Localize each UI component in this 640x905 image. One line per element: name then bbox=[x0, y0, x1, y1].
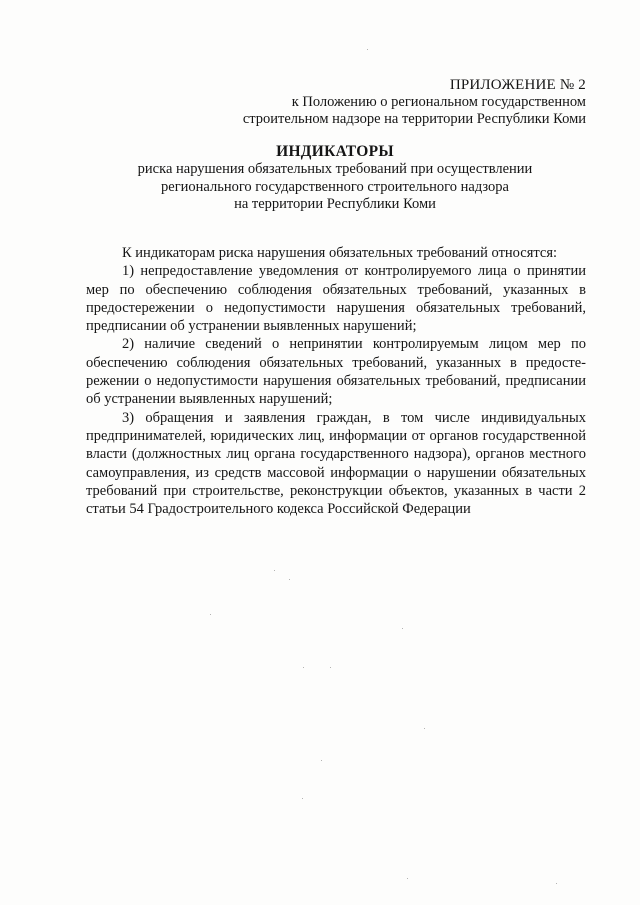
scan-speck bbox=[556, 883, 557, 884]
indicator-item-3: 3) обращения и заявления граждан, в том числе индивидуальных предпринимателей, юридических лиц, информации от органов государственной власти (должностных лиц органа государственного надзора), органов местного самоуправления, из средств массовой информации о нарушении обязательных требований при строительстве, реконструкции объектов, указанных в части 2 статьи 54 Градостроительного кодекса Российской Федерации bbox=[86, 409, 586, 518]
document-body bbox=[86, 244, 586, 518]
scan-speck bbox=[210, 614, 211, 615]
document-subtitle-line-1: риска нарушения обязательных требований при осуществлении bbox=[137, 161, 533, 177]
document-title-block bbox=[80, 142, 590, 214]
appendix-title: ПРИЛОЖЕНИЕ № 2 bbox=[449, 77, 586, 93]
intro-paragraph: К индикаторам риска нарушения обязательных требований относятся: bbox=[122, 245, 558, 261]
appendix-header bbox=[200, 77, 586, 128]
indicator-item-1: 1) непредоставление уведомления от контролируемого лица о принятии мер по обеспечению соблюдения обязательных требований, указанных в предостережении о недопустимости нарушения обязательных требований, предписании об устранении выявленных нарушений; bbox=[86, 263, 586, 335]
document-subtitle-line-2: регионального государственного строительного надзора bbox=[161, 178, 509, 195]
scan-speck bbox=[321, 760, 322, 761]
scan-speck bbox=[367, 49, 368, 50]
scan-speck bbox=[330, 667, 331, 668]
scan-speck bbox=[302, 798, 303, 799]
indicator-item-2: 2) наличие сведений о непринятии контролируемым лицом мер по обеспечению соблюдения обязательных требований, указанных в предостережении о недопустимости нарушения обязательных требований, предписании об устранении выявленных нарушений; bbox=[86, 336, 586, 408]
scan-speck bbox=[274, 570, 275, 571]
scan-speck bbox=[289, 579, 290, 580]
scan-speck bbox=[424, 728, 425, 729]
scan-speck bbox=[303, 667, 304, 668]
scan-speck bbox=[407, 878, 408, 879]
document-title: ИНДИКАТОРЫ bbox=[276, 143, 394, 160]
appendix-reference-line-2: строительном надзоре на территории Республики Коми bbox=[242, 111, 586, 127]
scan-speck bbox=[402, 628, 403, 629]
document-subtitle-line-3: на территории Республики Коми bbox=[234, 196, 436, 212]
appendix-reference-line-1: к Положению о региональном государственном bbox=[291, 94, 586, 110]
